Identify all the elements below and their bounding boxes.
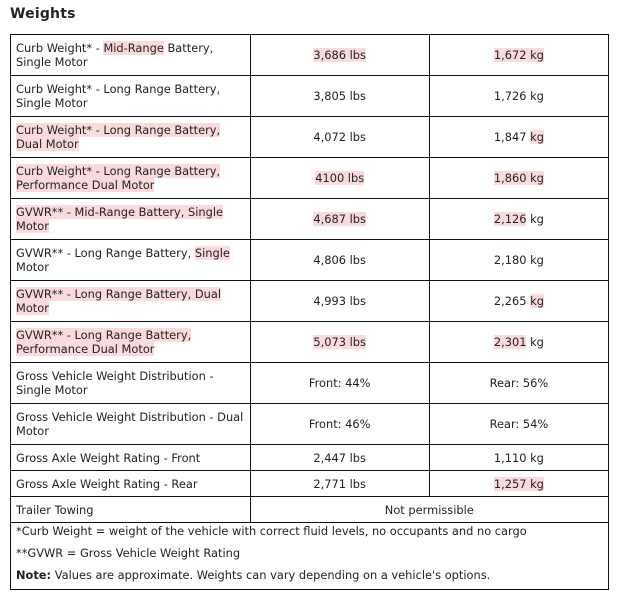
cell-text: 1,257 kg [493,476,544,491]
towing-value: Not permissible [250,497,608,523]
weight-kg [429,471,608,497]
gvwr-note: **GVWR = Gross Vehicle Weight Rating [16,546,241,560]
cell-text: kg [526,212,544,226]
weight-lbs [250,471,429,497]
row-label [11,322,251,363]
cell-text: GVWR** - Mid-Range Battery, Single Motor [16,205,224,233]
weight-lbs [250,240,429,281]
weight-kg [429,240,608,281]
weight-lbs [250,445,429,471]
cell-text: 2,180 kg [493,253,544,267]
towing-label: Trailer Towing [11,497,251,523]
cell-text: 2,126 [493,212,527,226]
cell-text: 4100 lbs [315,171,365,185]
cell-text: GVWR** - Long Range Battery, Performance Dual Motor [16,328,192,356]
weight-kg [429,281,608,322]
row-label [11,363,251,404]
row-label [11,471,251,497]
cell-text: Front: 46% [308,417,371,431]
table-row [11,281,609,322]
row-label [11,35,251,76]
cell-text: 1,860 kg [493,171,544,185]
weight-lbs [250,35,429,76]
table-row [11,240,609,281]
cell-text: 5,073 lbs [313,335,366,349]
weight-kg [429,158,608,199]
cell-text: Gross Vehicle Weight Distribution - Single Motor [16,369,214,397]
table-row [11,404,609,445]
weight-lbs [250,363,429,404]
approximate-note [16,567,603,589]
weight-kg [429,76,608,117]
cell-text: Gross Axle Weight Rating - Front [16,450,201,465]
table-row-trailer-towing [11,497,609,523]
cell-text: 3,686 lbs [313,48,366,62]
cell-text: GVWR** - Long Range Battery, [16,246,195,260]
weight-lbs [250,281,429,322]
table-row [11,199,609,240]
note-key: Note: [16,568,52,582]
weight-kg [429,199,608,240]
row-label [11,404,251,445]
weights-table [10,34,609,590]
weight-kg [429,445,608,471]
cell-text: Gross Vehicle Weight Distribution - Dual Motor [16,410,244,438]
table-row [11,35,609,76]
table-row [11,322,609,363]
table-row [11,158,609,199]
weight-kg [429,35,608,76]
cell-text: 2,265 [493,294,531,308]
cell-text: 1,110 kg [493,450,544,465]
table-row [11,76,609,117]
row-label [11,281,251,322]
cell-text: Mid-Range [103,41,164,55]
cell-text: 4,072 lbs [313,130,366,144]
weight-lbs [250,117,429,158]
weight-kg [429,322,608,363]
cell-text: 4,993 lbs [313,294,366,308]
cell-text: Gross Axle Weight Rating - Rear [16,476,198,491]
cell-text: Curb Weight* - Long Range Battery, Performance Dual Motor [16,164,221,192]
cell-text: GVWR** - Long Range Battery, Dual Motor [16,287,221,315]
cell-text: 4,806 lbs [313,253,366,267]
table-row-notes [11,523,609,590]
table-row [11,445,609,471]
cell-text: 4,687 lbs [313,212,366,226]
cell-text: 3,805 lbs [313,89,366,103]
row-label [11,117,251,158]
weight-lbs [250,404,429,445]
row-label [11,76,251,117]
weight-lbs [250,158,429,199]
cell-text: Battery, Single Motor [16,41,214,69]
weight-kg [429,117,608,158]
weights-table-body [11,35,609,590]
row-label [11,240,251,281]
cell-text: 2,447 lbs [313,450,366,465]
row-label [11,158,251,199]
cell-text: kg [530,294,544,308]
cell-text: 2,771 lbs [313,476,366,491]
notes-cell [11,523,609,590]
table-row [11,471,609,497]
note-text: Values are approximate. Weights can vary depending on a vehicle's options. [51,568,491,582]
curb-weight-note: *Curb Weight = weight of the vehicle with correct fluid levels, no occupants and no cargo [16,524,527,538]
cell-text: Front: 44% [308,376,371,390]
cell-text: 1,726 kg [493,89,544,103]
cell-text: Single [194,246,230,260]
cell-text: Curb Weight* - Long Range Battery, Single Motor [16,82,221,110]
cell-text: Motor [16,260,49,274]
cell-text: 1,847 [493,130,531,144]
page-title: Weights [10,6,76,22]
table-row [11,117,609,158]
weight-lbs [250,199,429,240]
cell-text: Curb Weight* - [16,41,104,55]
table-row [11,363,609,404]
row-label [11,199,251,240]
weight-lbs [250,76,429,117]
cell-text: Curb Weight* - Long Range Battery, Dual Motor [16,123,221,151]
weight-kg [429,404,608,445]
cell-text: kg [526,335,544,349]
weight-kg [429,363,608,404]
cell-text: Rear: 54% [489,417,549,431]
cell-text: kg [530,130,544,144]
weight-lbs [250,322,429,363]
row-label [11,445,251,471]
cell-text: 2,301 [493,335,527,349]
cell-text: Rear: 56% [489,376,549,390]
cell-text: 1,672 kg [493,48,544,62]
